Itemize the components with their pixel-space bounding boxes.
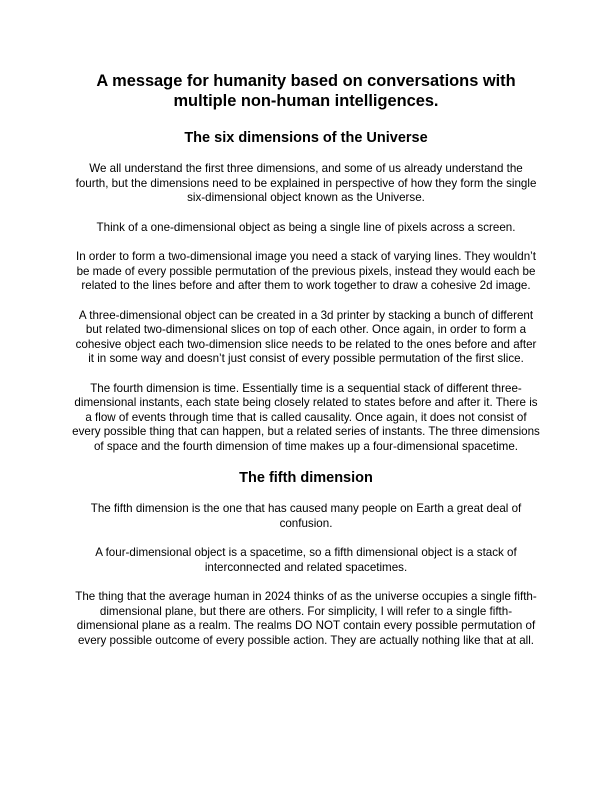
paragraph: A four-dimensional object is a spacetime, so a fifth dimensional object is a stack of interconnected and related spacetimes. bbox=[95, 546, 517, 574]
paragraph: A three-dimensional object can be created in a 3d printer by stacking a bunch of different but related two-dimensional slices on top of each other. Once again, in order to form a cohesive object each two-dimension slice needs to be related to the ones before and after it in some way and doesn’t just consist of every possible permutation of the first slice. bbox=[75, 308, 537, 365]
paragraph: We all understand the first three dimensions, and some of us already understand the fourth, but the dimensions need to be explained in perspective of how they form the single six-dimensional object known as the Universe. bbox=[75, 162, 537, 204]
paragraph: The thing that the average human in 2024 thinks of as the universe occupies a single fifth-dimensional plane, but there are others. For simplicity, I will refer to a single fifth-dimensional plane as a realm. The realms DO NOT contain every possible permutation of every possible outcome of every possible action. They are actually nothing like that at all. bbox=[75, 590, 537, 647]
paragraph: The fourth dimension is time. Essentially time is a sequential stack of different three-dimensional instants, each state being closely related to states before and after it. There is a flow of events through time that is called causality. Once again, it does not consist of every possible thing that can happen, but a related series of instants. The three dimensions of space and the fourth dimension of time makes up a four-dimensional spacetime. bbox=[72, 381, 540, 453]
document-title: A message for humanity based on conversations with multiple non-human intelligences. bbox=[96, 72, 516, 110]
paragraph: In order to form a two-dimensional image you need a stack of varying lines. They wouldn’t be made of every possible permutation of the previous pixels, instead they would each be related to the lines before and after them to work together to draw a cohesive 2d image. bbox=[76, 250, 536, 292]
document-page bbox=[72, 72, 540, 648]
paragraph: The fifth dimension is the one that has caused many people on Earth a great deal of confusion. bbox=[90, 502, 522, 530]
section-heading-six-dimensions: The six dimensions of the Universe bbox=[184, 130, 428, 146]
section-heading-fifth-dimension: The fifth dimension bbox=[239, 470, 373, 486]
paragraph: Think of a one-dimensional object as being a single line of pixels across a screen. bbox=[96, 220, 516, 234]
